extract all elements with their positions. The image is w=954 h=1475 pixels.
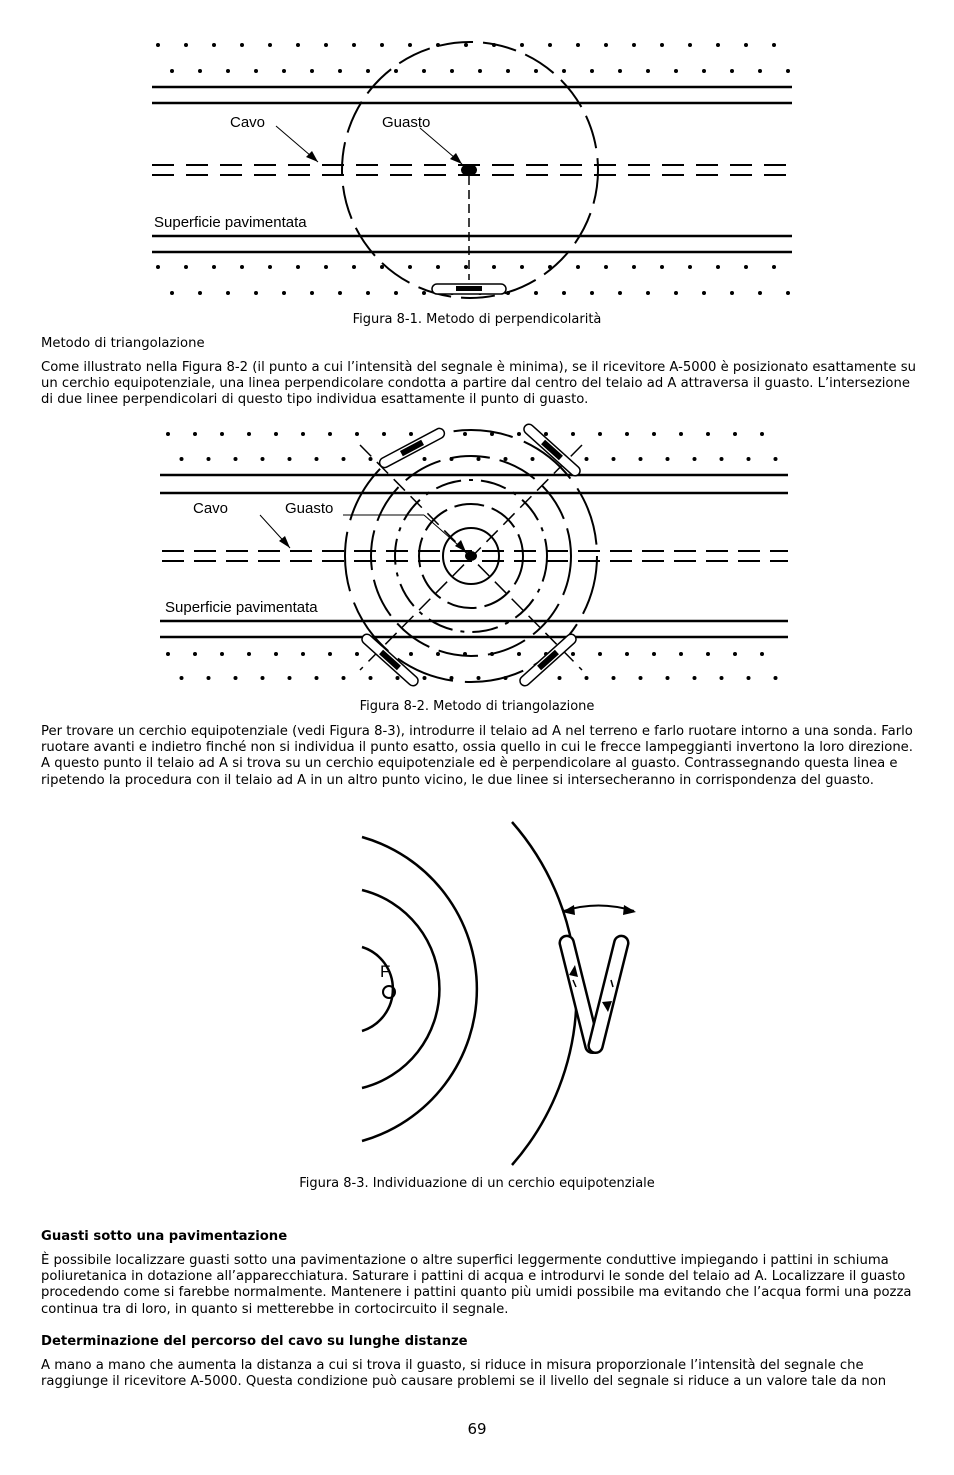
page-number: 69 (467, 1420, 487, 1438)
figure3-caption: Figura 8-3. Individuazione di un cerchio equipotenziale (299, 1176, 655, 1191)
figure1-label-cable: Cavo (230, 114, 266, 131)
figure2-label-surface: Superficie pavimentata (165, 599, 318, 616)
figure2-label-cable: Cavo (193, 500, 229, 517)
figure-equipotential-circle (0, 815, 954, 1175)
section-heading-long-distance: Determinazione del percorso del cavo su lunghe distanze (41, 1334, 468, 1349)
figure1-label-fault: Guasto (382, 114, 431, 131)
figure-perpendicular-method (0, 30, 954, 310)
figure2-label-fault: Guasto (285, 500, 334, 517)
figure3-label-f: F (380, 962, 391, 981)
figure1-label-surface: Superficie pavimentata (154, 214, 307, 231)
figure2-caption: Figura 8-2. Metodo di triangolazione (359, 699, 595, 714)
figure-triangulation-method (0, 420, 954, 695)
paragraph-equipotential: Per trovare un cerchio equipotenziale (vedi Figura 8-3), introdurre il telaio ad A nel terreno e farlo ruotare intorno a una sonda. Farlo ruotare avanti e indietro finché non si individua il punto esatto, ossia quello in cui le frecce lampeggianti invertono la loro direzione. A questo punto il telaio ad A si trova su un cerchio equipotenziale ed è perpendicolare al guasto. Contrassegnando questa linea e ripetendo la procedura con il telaio ad A in un altro punto vicino, le due linee si intersecheranno in corrispondenza del guasto. (41, 724, 913, 788)
section-heading-pavement: Guasti sotto una pavimentazione (41, 1229, 288, 1244)
figure1-caption: Figura 8-1. Metodo di perpendicolarità (352, 312, 602, 327)
paragraph-long-distance: A mano a mano che aumenta la distanza a cui si trova il guasto, si riduce in misura proporzionale l’intensità del segnale che raggiunge il ricevitore A-5000. Questa condizione può causare problemi se il livello del segnale si riduce a un valore tale da non (41, 1358, 887, 1390)
section-heading-triangulation: Metodo di triangolazione (41, 336, 205, 351)
paragraph-pavement: È possibile localizzare guasti sotto una pavimentazione o altre superfici leggermente conduttive impiegando i pattini in schiuma poliuretanica in dotazione all’apparecchiatura. Saturare i pattini di acqua e introdurvi le sonde del telaio ad A. Localizzare il guasto procedendo come si farebbe normalmente. Mantenere i pattini quanto più umidi possibile ma evitando che l’acqua formi una pozza continua tra di loro, in quanto si metterebbe in cortocircuito il segnale. (41, 1253, 912, 1317)
paragraph-triangulation: Come illustrato nella Figura 8-2 (il punto a cui l’intensità del segnale è minima), se il ricevitore A-5000 è posizionato esattamente su un cerchio equipotenziale, una linea perpendicolare condotta a partire dal centro del telaio ad A attraversa il guasto. L’intersezione di due linee perpendicolari di questo tipo individua esattamente il punto di guasto. (41, 360, 916, 408)
